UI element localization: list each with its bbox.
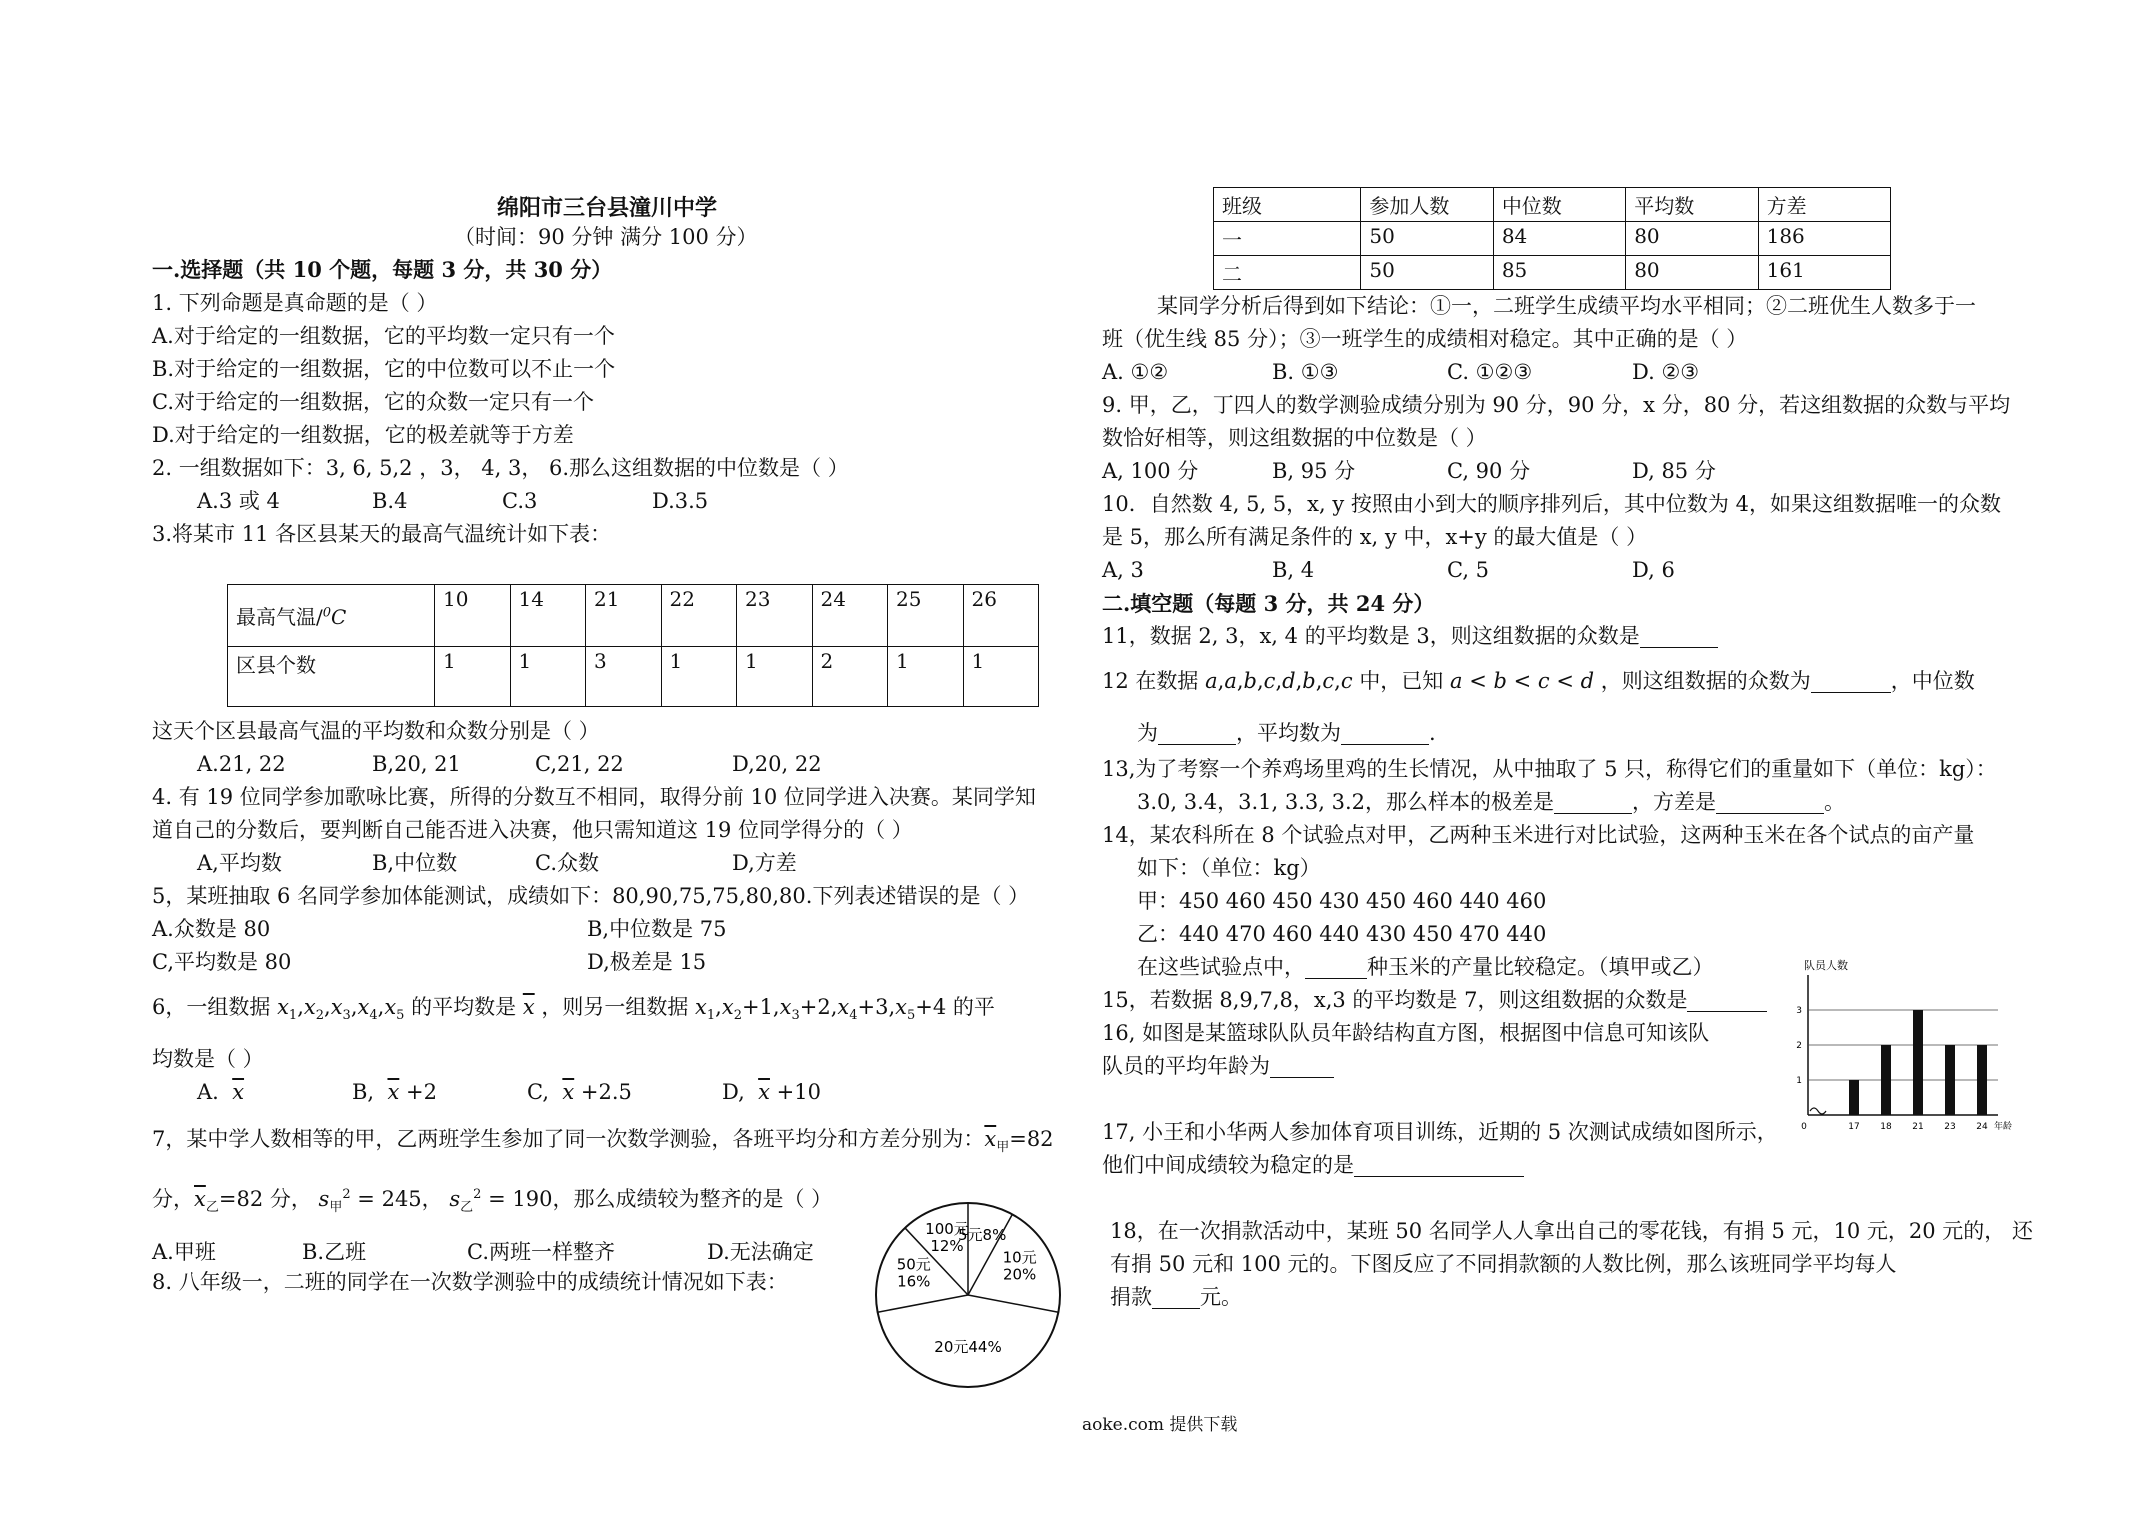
origin-label: 0 [1801,1122,1807,1132]
q1-option-a: A.对于给定的一组数据，它的平均数一定只有一个 [152,324,615,348]
q6-line1: 6，一组数据 $x_1,x_2,x_3,x_4,x_5$ 的平均数是 $\overline{x}$ ，则另一组数据 $x_1,x_2+1,x_3+2,x_4+3,x_5+4$ 的平 [152,995,995,1024]
q13-line1: 13,为了考察一个养鸡场里鸡的生长情况，从中抽取了 5 只，称得它们的重量如下（单位：kg）： [1102,757,1997,781]
q4-option-c: C.众数 [535,851,599,875]
age-bar [1849,1080,1859,1115]
q14-jia: 甲：450 460 450 430 450 460 440 460 [1137,889,1547,913]
table8-cell: 186 [1758,222,1890,256]
age-bar [1977,1045,1987,1115]
q7-line2: 分，$\overline{x}_乙=82$ 分， $s_甲^2 = 245$， $s_乙^2 = 190$，那么成绩较为整齐的是（ ） [152,1187,833,1216]
q9-option-a: A, 100 分 [1102,459,1199,483]
q8-option-c: C. ①②③ [1447,360,1533,384]
page-title: 绵阳市三台县潼川中学 [497,195,718,221]
q5-stem: 5，某班抽取 6 名同学参加体能测试，成绩如下：80,90,75,75,80,80.下列表述错误的是（ ） [152,884,1030,908]
q7-option-c: C.两班一样整齐 [467,1240,615,1264]
table8-cell: 二 [1214,256,1361,290]
pie-slice-divider [968,1295,1058,1312]
q6-option-a: A. $\overline{x}$ [197,1080,245,1104]
q17-line1: 17, 小王和小华两人参加体育项目训练，近期的 5 次测试成绩如图所示， [1102,1120,1778,1144]
x-tick-label: 24 [1976,1122,1988,1132]
temp-cell: 23 [737,585,813,647]
q18-line1: 18，在一次捐款活动中，某班 50 名同学人人拿出自己的零花钱，有捐 5 元，10 元，20 元的， 还 [1110,1219,2033,1243]
temp-cell: 25 [888,585,964,647]
q14-line5: 在这些试验点中， 种玉米的产量比较稳定。（填甲或乙） [1137,955,1714,979]
count-cell: 1 [888,647,964,707]
footer-credit: aoke.com 提供下载 [1082,1415,1238,1435]
temp-row-label: 最高气温/$^0$C [228,585,435,647]
y-tick-label: 3 [1796,1006,1802,1016]
q15: 15，若数据 8,9,7,8，x,3 的平均数是 7，则这组数据的众数是 [1102,989,1767,1012]
q3-stem: 3.将某市 11 各区县某天的最高气温统计如下表： [152,522,612,546]
x-tick-label: 18 [1880,1122,1892,1132]
temperature-table [227,584,1039,707]
count-cell: 1 [963,647,1039,707]
q7-option-b: B.乙班 [302,1240,367,1264]
q4-line1: 4. 有 19 位同学参加歌咏比赛，所得的分数互不相同，取得分前 10 位同学进入决赛。某同学知 [152,785,1036,809]
count-cell: 2 [812,647,888,707]
q4-option-d: D,方差 [732,851,797,875]
temp-cell: 22 [661,585,737,647]
q3-option-a: A.21, 22 [197,752,286,776]
pie-slice-label: 100元 12% [925,1219,969,1255]
table8-header: 方差 [1758,188,1890,222]
axis-break [1810,1108,1826,1114]
q1-option-d: D.对于给定的一组数据，它的极差就等于方差 [152,423,574,447]
q9-option-b: B, 95 分 [1272,459,1356,483]
y-axis-label: 队员人数 [1804,959,1848,972]
x-tick-label: 21 [1912,1122,1924,1132]
q3-option-b: B,20, 21 [372,752,461,776]
q5-option-a: A.众数是 80 [152,917,271,941]
q9-line2: 数恰好相等，则这组数据的中位数是（ ） [1102,426,1487,450]
q16-line1: 16, 如图是某篮球队队员年龄结构直方图，根据图中信息可知该队 [1102,1021,1710,1045]
q18-line2: 有捐 50 元和 100 元的。下图反应了不同捐款额的人数比例，那么该班同学平均每人 [1110,1252,1897,1276]
q6-option-b: B, $\overline{x} +2$ [352,1080,437,1104]
q13-line2: 3.0, 3.4，3.1, 3.3, 3.2，那么样本的极差是 ，方差是 。 [1137,790,1846,814]
q10-option-d: D, 6 [1632,558,1675,582]
q1-option-c: C.对于给定的一组数据，它的众数一定只有一个 [152,390,594,414]
q9-line1: 9. 甲，乙，丁四人的数学测验成绩分别为 90 分，90 分，x 分，80 分，若这组数据的众数与平均 [1102,393,2011,417]
table8-cell: 84 [1493,222,1625,256]
q12-line1: 12 在数据 a,a,b,c,d,b,c,c 中，已知 a < b < c < d ，则这组数据的众数为 ，中位数 [1102,669,1975,693]
q1-option-b: B.对于给定的一组数据，它的中位数可以不止一个 [152,357,616,381]
count-cell: 1 [510,647,586,707]
q12-line2: 为 ，平均数为 . [1137,721,1436,745]
x-tick-label: 23 [1944,1122,1956,1132]
count-cell: 1 [737,647,813,707]
donation-pie-chart [868,1195,1068,1395]
table8-header: 班级 [1214,188,1361,222]
table8-cell: 50 [1361,222,1493,256]
exam-subtitle: （时间：90 分钟 满分 100 分） [454,225,758,249]
q8-conclusion-line1: 某同学分析后得到如下结论：①一，二班学生成绩平均水平相同；②二班优生人数多于一 [1157,294,1976,318]
q4-line2: 道自己的分数后，要判断自己能否进入决赛，他只需知道这 19 位同学得分的（ ） [152,818,913,842]
q3-after: 这天个区县最高气温的平均数和众数分别是（ ） [152,719,600,743]
q14-yi: 乙：440 470 460 440 430 450 470 440 [1137,922,1547,946]
q2-option-b: B.4 [372,489,408,513]
q4-option-b: B,中位数 [372,851,458,875]
q2-stem: 2. 一组数据如下：3, 6, 5,2 ，3， 4, 3， 6.那么这组数据的中位数是（ ） [152,456,849,480]
q3-option-d: D,20, 22 [732,752,822,776]
q10-line1: 10．自然数 4, 5, 5，x, y 按照由小到大的顺序排列后，其中位数为 4，如果这组数据唯一的众数 [1102,492,2001,516]
temp-cell: 14 [510,585,586,647]
q5-option-c: C,平均数是 80 [152,950,292,974]
q8-option-b: B. ①③ [1272,360,1339,384]
table8-cell: 80 [1626,256,1758,290]
q8-conclusion-line2: 班（优生线 85 分）；③一班学生的成绩相对稳定。其中正确的是（ ） [1102,327,1748,351]
temp-cell: 26 [963,585,1039,647]
q6-option-c: C, $\overline{x} +2.5$ [527,1080,632,1104]
q16-line2: 队员的平均年龄为 [1102,1055,1334,1078]
q14-line1: 14，某农科所在 8 个试验点对甲，乙两种玉米进行对比试验，这两种玉米在各个试点的亩产量 [1102,823,1975,847]
q18-line3: 捐款 元。 [1110,1285,1242,1309]
age-bar [1881,1045,1891,1115]
q8-stem: 8. 八年级一，二班的同学在一次数学测验中的成绩统计情况如下表： [152,1270,788,1294]
class-stats-table [1213,187,1891,290]
q6-option-d: D, $\overline{x} +10$ [722,1080,821,1104]
q10-line2: 是 5，那么所有满足条件的 x, y 中，x+y 的最大值是（ ） [1102,525,1648,549]
q9-option-c: C, 90 分 [1447,459,1531,483]
x-tick-label: 17 [1848,1122,1860,1132]
y-tick-label: 1 [1796,1076,1802,1086]
q8-option-d: D. ②③ [1632,360,1700,384]
table8-header: 参加人数 [1361,188,1493,222]
q3-option-c: C,21, 22 [535,752,624,776]
pie-slice-divider [878,1295,968,1312]
table8-header: 平均数 [1626,188,1758,222]
q2-option-d: D.3.5 [652,489,709,513]
table8-header: 中位数 [1493,188,1625,222]
q8-option-a: A. ①② [1102,360,1169,384]
q4-option-a: A,平均数 [197,851,282,875]
q10-option-c: C, 5 [1447,558,1490,582]
q10-option-a: A, 3 [1102,558,1144,582]
age-bar [1945,1045,1955,1115]
q9-option-d: D, 85 分 [1632,459,1716,483]
temp-cell: 24 [812,585,888,647]
table8-cell: 一 [1214,222,1361,256]
count-cell: 1 [435,647,511,707]
pie-slice-label: 50元 16% [896,1255,931,1291]
q7-option-d: D.无法确定 [707,1240,814,1264]
q1-stem: 1. 下列命题是真命题的是（ ） [152,291,438,315]
age-bar [1913,1010,1923,1115]
age-histogram [1778,950,2018,1135]
x-axis-label: 年龄 [1994,1122,2013,1132]
table8-cell: 85 [1493,256,1625,290]
section1-heading: 一.选择题（共 10 个题，每题 3 分，共 30 分） [152,257,613,282]
temp-cell: 10 [435,585,511,647]
temp-cell: 21 [586,585,662,647]
q7-line1: 7，某中学人数相等的甲，乙两班学生参加了同一次数学测验，各班平均分和方差分别为：$\overline{x}_甲=82$ [152,1127,1054,1156]
q5-option-b: B,中位数是 75 [587,917,727,941]
section2-heading: 二.填空题（每题 3 分，共 24 分） [1102,591,1435,616]
count-cell: 3 [586,647,662,707]
pie-slice-label: 10元 20% [1002,1248,1037,1284]
q17-line2: 他们中间成绩较为稳定的是 [1102,1154,1524,1177]
count-cell: 1 [661,647,737,707]
q11: 11，数据 2, 3，x, 4 的平均数是 3，则这组数据的众数是 [1102,625,1718,648]
y-tick-label: 2 [1796,1041,1802,1051]
q6-line2: 均数是（ ） [152,1047,264,1071]
q7-option-a: A.甲班 [152,1240,216,1264]
table8-cell: 50 [1361,256,1493,290]
pie-slice-label: 20元44% [934,1338,1002,1357]
q5-option-d: D,极差是 15 [587,950,707,974]
pie-slice-label: 5元8% [958,1225,1007,1244]
count-row-label: 区县个数 [228,647,435,707]
q2-option-a: A.3 或 4 [197,489,280,513]
table8-cell: 161 [1758,256,1890,290]
q2-option-c: C.3 [502,489,538,513]
table8-cell: 80 [1626,222,1758,256]
q14-line2: 如下：（单位：kg） [1137,856,1321,880]
q10-option-b: B, 4 [1272,558,1315,582]
